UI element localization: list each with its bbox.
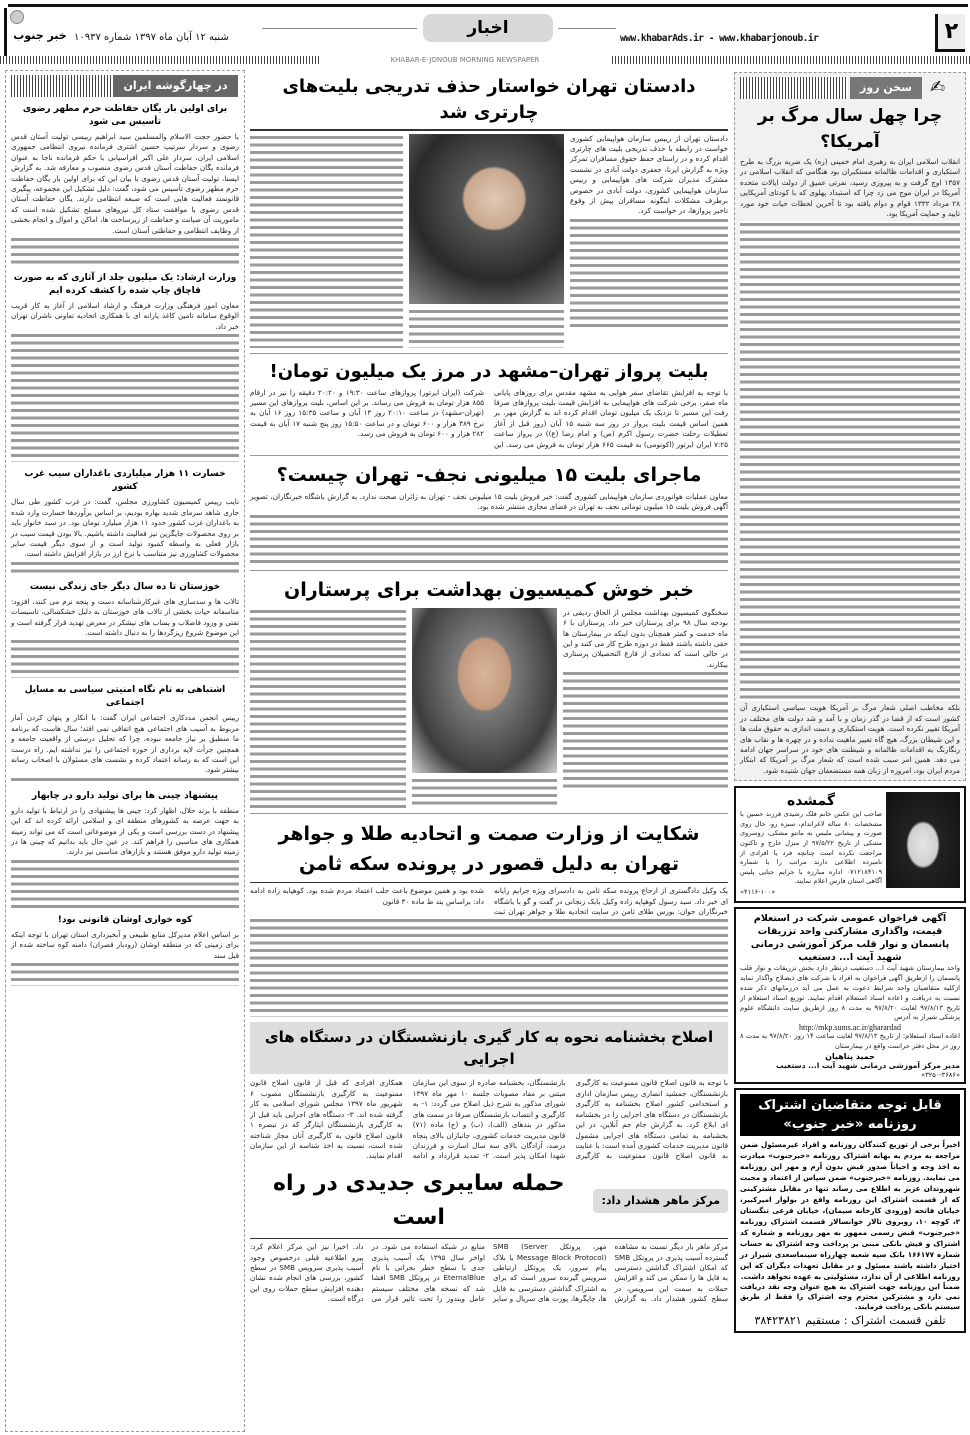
news-item [11, 103, 239, 266]
divider [558, 28, 616, 29]
notice-bold: ضمناً این روزنامه جهت اشتراک به هیچ عنوان وجه نقد دریافت نمی دارد و مشترکین محترم وجه اشتراک را فقط از طریق سیستم بانکی پرداخت فرمایند. [740, 1282, 960, 1311]
headline-sekeh: شکایت از وزارت صمت و اتحادیه طلا و جواهر تهران به دلیل قصور در پرونده سکه ثامن [278, 822, 700, 875]
official-photo [412, 608, 557, 773]
news-item-text: تالاب ها و سدسازی های غیرکارشناسانه دست و پنجه نرم می کنند، افزود: متاسفانه حیات بخشی از تالاب های خوزستان به دلیل خشکسالی، تاسیسات نفتی و ورود فاضلاب و پساب های نیشکر در معرض تهدید قرار گرفته است و این موضوع شروع ریزگردها را به دنبال داشته است. [11, 596, 239, 637]
news-item-title: وزارت ارشاد: یک میلیون جلد از آثاری که به صورت قاچاق چاپ شده را کشف کرده ایم [13, 273, 237, 297]
headline-najaf: ماجرای بلیت ۱۵ میلیونی نجف- تهران چیست؟ [276, 463, 702, 486]
rule [250, 129, 728, 131]
news-item-title: خوزستان تا ده سال دیگر جای زندگی نیست [29, 581, 221, 592]
tagline: KHABAR-E-JONOUB MORNING NEWSPAPER [320, 55, 610, 65]
missing-person-ad [734, 786, 966, 903]
headline-flight: بلیت پرواز تهران–مشهد در مرز یک میلیون تومان! [269, 360, 709, 382]
notice-title: قابل توجه متقاضیان اشتراک روزنامه «خبر جنوب» [740, 1094, 960, 1136]
editorial-text-cont [740, 221, 960, 701]
editorial-text: انقلاب اسلامی ایران به رهبری امام خمینی (ره) یک ضربه بزرگ به طرح استکباری و اقدامات ظالمانه مستکبران بود هنگامی که انقلاب اسلامی در ۱۳۵۷ اوج گرفت و به پیروزی رسید، نفرتی عمیق از دولت ایالات متحده آمریکا در ایران موج می زد چرا که استبداد پهلوی که با کودتای آمریکایی ۲۸ مرداد ۱۳۳۲ قوام و دوام یافته بود تا آخرین لحظات حیات خود مورد تایید و حمایت آمریکا بود. [740, 157, 960, 219]
article-text: سخنگوی کمیسیون بهداشت مجلس از الحاق ردیفی در بودجه سال ۹۸ برای پرستاران خبر داد. پرستاران با ۶ ماه خدمت و کمتر همچنان بدون اینکه در بیمارستان ها حقی داشته باشند فقط در دوره طرح کار می کنند و این در حالی است که تعدادی از فارغ التحصیلان پرستاری بیکارند. [563, 607, 728, 669]
news-item-text: منطقه با برند حلال، اظهار کرد: چینی ها پیشنهادی را در ارتباط با تولید دارو به جهت عرضه به کشورهای منطقه ای و اسلامی ارائه کرده اند که این پیشنهاد در دست بررسی است و یکی از موضوعاتی است که می تواند زمینه همکاری های مناسبی را فراهم کند. در عین حال باید بدانیم که چینی ها در زمینه تولید دارو موفق هستند و بازارهای مناسبی نیز دارند. [11, 805, 239, 857]
missing-code: «۴۱۱۶-۱۰۰» [740, 888, 776, 897]
photo-col [409, 134, 564, 348]
article-col [563, 608, 728, 790]
section-stripe [740, 77, 848, 99]
news-item-title: کوه خواری اوشان قانونی بود! [57, 914, 193, 925]
news-item-text: بر اساس اعلام مدیرکل منابع طبیعی و آبخیزداری استان تهران با توجه اینکه برای زمینی که در منطقه اوشان (رودبار قصران) دامنه کوه ساخته شده از قبل سند [11, 929, 239, 960]
tender-signer-title: مدیر مرکز آموزشی درمانی شهید آیت ا... دستغیب [776, 1060, 960, 1070]
kicker: مرکز ماهر هشدار داد: [593, 1189, 728, 1213]
article-text-cont [250, 608, 406, 808]
rule [250, 1238, 728, 1240]
article-text: دادستان تهران از رییس سازمان هواپیمایی کشوری خواست در رابطه با حذف تدریجی بلیت های چارتری اقدام کرده و در راستای حفظ حقوق مسافران تمرکز ویژه به گزارش ایرنا، جعفری دولت آبادی در نشست مشترک مدیران شرکت های هواپیمایی و رییس سازمان هواپیمایی کشوری، دولت آبادی در خصوص برطرف مشکلات اینگونه مسافران پیش از وقوع تاخیر پروازها، در خواست کرد. [570, 133, 728, 216]
article-text: با توجه به قانون اصلاح قانون ممنوعیت به کارگیری بازنشستگان، جمشید انصاری رییس سازمان اداری و استخدامی کشور اصلاح بخشنامه به کارگیری بازنشستگان در دستگاه های اجرایی را در بخشنامه ای ابلاغ کرد. به گزارش جام جم آنلاین، در این بخشنامه به تمامی دستگاه های اجرایی مشمول قانون مدیریت خدمات کشوری آمده است: با عنایت به قانون اصلاح قانون ممنوعیت به کارگیری بازنشستگان، بخشنامه صادره از سوی این سازمان مبتنی بر مفاد مصوبات جلسه ۱۰ مهر ماه ۱۳۹۷ شورای مذکور به شرح ذیل اصلاح می گردد: ۱- به کارگیری و انتصاب بازنشستگان صرفا در سمت های مذکور در بندهای (الف)، (ب) و (ج) ماده (۷۱) قانون مدیریت خدمات کشوری، جانبازان بالای پنجاه درصد، آزادگان بالای سه سال اسارت و فرزندان شهدا امکان پذیر است. ۲- تمدید قرارداد و ادامه همکاری افرادی که قبل از قانون اصلاح قانون ممنوعیت به کارگیری بازنشستگان مصوب ۶ شهریور ماه ۱۳۹۷ مجلس شورای اسلامی به کار گرفته شده اند. ۳- دستگاه های اجرایی باید قبل از به کارگیری بازنشستگان ایثارگر که در تبصره ۱ قانون اصلاح قانون به کارگیری آنان مجاز شناخته شده است، نسبت به اخذ شناسه از این سازمان اقدام نمایند. [250, 1078, 728, 1161]
news-item-text-cont [11, 638, 239, 678]
news-item-title: پیشنهاد چینی ها برای تولید دارو در چابهار [32, 790, 218, 801]
article-text-cont [250, 917, 728, 1017]
tender-url[interactable]: http://mkp.sums.ac.ir/gharardad [799, 1023, 901, 1033]
notice-phone: تلفن قسمت اشتراک : مستقیم ۳۸۴۲۳۸۲۱ [754, 1313, 946, 1327]
globe-icon [10, 10, 24, 24]
news-item [11, 684, 239, 783]
editorial-box [734, 72, 966, 781]
logo [10, 10, 70, 54]
subscription-notice [734, 1088, 966, 1333]
headline-nurses: خبر خوش کمیسیون بهداشت برای پرستاران [284, 578, 694, 601]
article-text-cont [570, 217, 728, 327]
article-text-cont [412, 777, 557, 807]
tender-ad [734, 907, 966, 1083]
missing-content [740, 792, 882, 897]
section-header [11, 75, 239, 99]
missing-person-photo [886, 792, 960, 888]
right-column [734, 72, 966, 1333]
news-item-text: با حضور حجت الاسلام والمسلمین سید ابراهیم رییسی تولیت آستان قدس رضوی و سردار سرتیپ حسین اشتری فرمانده نیروی انتظامی جمهوری اسلامی ایران، سردار علی اکبر افراسیابی با حکم فرمانده ناجا به عنوان فرمانده یگان حفاظت آستان قدس رضوی منصوب و معارفه شد. به گزارش ایسنا، تولیت آستان قدس رضوی با بیان این که برای اولین بار یگان حفاظت حرم مطهر رضوی تأسیس می شود، گفت: دلیل تشکیل این مجموعه، پیگیری قانونمند فعالیت هایی است که صبغه انتظامی دارند. یگان حفاظت آستان قدس رضوی با موافقت ستاد کل نیروهای مسلح تشکیل شده است که ماموریت آن صیانت و حفاظت از زیرساخت ها، اماکن و اموال و انجام بخشی از وظایف انتظامی و حفاظتی آستان است. [11, 132, 239, 235]
article-col [570, 134, 728, 327]
websites: www.khabarAds.ir - www.khabarjonoub.ir [620, 33, 819, 44]
section-title: در چهارگوشه ایران [113, 75, 238, 97]
tender-text-2: اعاده اسناد استعلام: از تاریخ ۹۷/۸/۱۳ لغایت ساعت ۱۴ روز ۹۷/۸/۲۰ به مدت ۸ روز در محل دفتر حراست واقع در بیمارستان [740, 1032, 960, 1051]
news-item-text-cont [11, 858, 239, 908]
article-text: معاون عملیات هوانوردی سازمان هواپیمایی کشوری گفت: خبر فروش بلیت ۱۵ میلیونی نجف - تهران به زائران صحت ندارد. به گزارش باشگاه خبرنگاران، تصویر آگهی فروش بلیت ۱۵ میلیون تومانی نجف به تهران در فضای مجازی منتشر شده بود. [250, 491, 728, 512]
news-item-text-cont [11, 961, 239, 986]
headline-cyber: حمله سایبری جدیدی در راه است [273, 1170, 565, 1230]
article-text: مرکز ماهر بار دیگر نسبت به مشاهده گسترده آسیب پذیری در پروتکل SMB که امکان اشتراک گذاشتن دسترسی به فایل ها را ممکن می کند و افزایش حملات به سمت این سرویس، در سطح کشور هشدار داد. به گزارش مهر، پروتکل SMB (Server Message Block Protocol) یا بلاک پیام سرور، یک پروتکل ارتباطی سرویس گیرنده سرور است که برای به اشتراک گذاشتن دسترسی به فایل ها، چاپگرها، پورت های سریال و سایر منابع در شبکه استفاده می شود. در اواخر سال ۱۳۹۵ یک آسیب پذیری جدی با سطح خطر بحرانی با نام EternalBlue در پروتکل SMB افشا شد که نسخه های مختلف سیستم عامل ویندوز را تحت تاثیر قرار می داد. اخیرا نیز این مرکز اعلام کرد: پیرو اطلاعیه قبلی درخصوص وجود آسیب پذیری سرویس SMB در سطح کشور، بررسی های انجام شده نشان دهنده افزایش سطح حملات روی این درگاه است. [250, 1242, 728, 1304]
section-title: سخن روز [850, 77, 922, 99]
article-text-cont [250, 513, 728, 565]
news-item-title: اشتباهی به نام نگاه امنیتی سیاسی به مسایل اجتماعی [24, 685, 226, 709]
editorial-title: چرا چهل سال مرگ بر آمریکا؟ [757, 106, 943, 152]
notice-text: اخیراً برخی از توزیع کنندگان روزنامه و افراد غیرمسئول ضمن مراجعه به مردم به بهانه اشتراک روزنامه «خبرجنوب» مبادرت به اخذ وجه و احیاناً صدور قبض بدون آرم و مهر این روزنامه می نمایند. روزنامه «خبرجنوب» ضمن سپاس از اعتماد و محبت شهروندان عزیز به اطلاع می رساند تنها در مقابل مشترکینی که از قسمت اشتراک این روزنامه واقع در بولوار امیرکبیر، خیابان فاتحه (ورودی کارخانه سیمان)، خیابان فرعی تنگستان ۲، کوچه ۱۰، روبروی تالار خوانسالار قسمت اشتراک روزنامه «خبرجنوب» قبض رسمی ممهور به مهر روزنامه و شماره کد اشتراک و فیش بانکی مبنی بر پرداخت وجه اشتراک به حساب شماره ۱۶۶۱۷۷ بانک سپه شعبه چهارراه سینماسعدی شیراز در اختیار داشته باشند مسئول و در مقابل تعهدات دیگران که این روزنامه اطلاعی از آن ندارد، مسئولیتی به عهده نخواهد داشت. [740, 1139, 960, 1281]
news-item [11, 468, 239, 574]
left-column [5, 70, 245, 1432]
news-item-text-cont [11, 560, 239, 575]
tender-title: آگهی فراخوان عمومی شرکت در استعلام قیمت، واگذاری مشارکتی واحد تزریقات پانسمان و نوار قلب مرکز آموزشی درمانی شهید آیت ا... دستغیب [750, 913, 950, 964]
top-rule [8, 4, 968, 7]
center-column [250, 70, 728, 1305]
headline-charter: دادستان تهران خواستار حذف تدریجی بلیت‌های چارتری شد [282, 76, 696, 123]
divider [262, 28, 417, 29]
news-item-title: خسارت ۱۱ هزار میلیاردی باغداران سیب غرب کشور [24, 469, 226, 493]
article-text-cont [563, 670, 728, 790]
tender-signer: حمید پناهیان [825, 1051, 875, 1061]
left-items [11, 103, 239, 986]
headline-retirees: اصلاح بخشنامه نحوه به کار گیری بازنشستگان در دستگاه های اجرایی [250, 1022, 728, 1074]
news-item [11, 581, 239, 679]
divider [250, 570, 728, 571]
section-header [740, 77, 960, 101]
divider [250, 813, 728, 814]
article-text-cont [250, 134, 403, 348]
news-item [11, 272, 239, 462]
news-item-text-cont [11, 332, 239, 462]
tender-code: «۳۶۸۶-۳۲۵۰» [921, 1070, 960, 1079]
date-issue: شنبه ۱۲ آبان ماه ۱۳۹۷ شماره ۱۰۹۳۷ [74, 32, 229, 43]
news-item-text-cont [11, 236, 239, 266]
article-text: با توجه به افزایش تقاضای سفر هوایی به مشهد مقدس برای روزهای پایانی ماه صفر، برخی شرکت های هواپیمایی به افزایش قیمت بلیت پروازهای صرفا رفت این مسیر تا نزدیک یک میلیون تومان اقدام کرده اند به گزارش مهر، بر همین اساس قیمت بلیت پرواز در روز سه شنبه ۱۵ آبان (روز قبل از آغاز تعطیلات رحلت حضرت رسول اکرم (ص) و امام رضا (ع)) در پرواز ساعت ۷:۲۵ ایران ایرتور (اکونومی) به قیمت ۶۶۵ هزار تومان به فروش می رسد. این شرکت (ایران ایرتور) پروازهای ساعت ۱۹:۳۰ و ۲۰:۲۰ دقیقه را نیز در ارقام ۸۵۵ هزار تومان به فروش می رساند. بر این اساس، بلیت پروازهای این مسیر (تهران-مشهد) در ساعت ۲۰:۱۰ روز ۱۳ آبان و ساعت ۱۵:۳۵ روز ۱۶ آبان به نرخ ۳۸۹ هزار و ۶۰۰ تومان و در ساعت ۱۵:۵۰ روز پنج شنبه ۱۷ آبان به قیمت ۲۸۲ هزار و ۶۰۰ تومان به فروش می رسد. [250, 387, 729, 449]
tender-text: واحد بیمارستان شهید آیت ا... دستغیب درنظر دارد بخش تزریقات و نوار قلب پانسمان را ازطریق آگهی فراخوان به افراد یا شرکت های ذیصلاح واگذار نماید ازکلیه متقاضیان واجد شرایط دعوت به عمل می آید درزمانهای ذکر شده نسبت به دریافت و اعاده اسناد استعلام اقدام نمایند. توزیع اسناد استعلام از تاریخ ۹۷/۸/۱۳ لغایت ۹۷/۸/۲۰ به مدت ۸ روز ازطریق سایت دانشگاه علوم پزشکی شیراز به آدرس [740, 964, 961, 1022]
pen-icon: ✍ [930, 77, 946, 98]
left-rule [4, 8, 7, 56]
logo-text: خبر جنوب [13, 29, 67, 42]
news-item [11, 790, 239, 908]
rule [250, 882, 728, 884]
news-item-text: رییس انجمن مددکاری اجتماعی ایران گفت: با انکار و پنهان کردن آمار مربوط به آسیب های اجتماعی هیچ اتفاقی نمی افتد؛ سال هاست که برنامه ما منطبق بر نیاز جامعه نبوده، چرا که تحلیل درستی از واقعیت جامعه و همچنین جرأت لایه برداری از حوزه اجتماعی را نیز نداشته ایم. راه درست این است که به رسانه اعتماد کرده و نشست های مسئولان با اصحاب رسانه بیشتر شود. [11, 713, 239, 775]
section-tab: اخبار [423, 14, 553, 42]
tender-footer [740, 1061, 960, 1079]
section-stripe [11, 75, 111, 97]
news-item [11, 914, 239, 986]
page-number: ۲ [935, 14, 965, 52]
prosecutor-photo [409, 134, 564, 304]
article-text-cont [409, 308, 564, 348]
article-charter [250, 134, 728, 348]
news-item-text-cont [11, 776, 239, 784]
article-nurses [250, 608, 728, 808]
missing-text: صاحب این عکس خانم فلک رشیدی فرزند حسین با مشخصات ۸۰ ساله لاغراندام، سبزه رو، خال روی صورت و پیشانی ملبس به مانتو مشکی، روسروی مشکی از تاریخ ۹۷/۵/۲۲ از منزل خارج و تاکنون مراجعت نکرده است چنانچه فرد یا افرادی از نامبرده اطلاعی دارند مراتب را با شماره ۰۷۱۲۱۸۴۱۰۹ اداره مبارزه با جرایم جنایی پلیس آگاهی استان فارس اعلام نمایند. [740, 810, 883, 886]
missing-title: گمشده [786, 793, 836, 810]
cyber-header [250, 1167, 728, 1235]
editorial-text-end: بلکه مخاطب اصلی شعار مرگ بر آمریکا هویت سیاسی استکباری آن کشور است که از قضا در گذر زمان و با آمد و شد دولت های مختلف در آمریکا تغییر نکرده است. هویت استکباری و دست اندازی به حقوق ملت ها و این شیطان بزرگ، هیچ گاه تغییر ماهیت نداده و در چهره ها و نقاب های رنگارنگ به اقدامات ظالمانه و شیطنت های خود در سراسر جهان ادامه می دهد. همین امر سبب شده است که شعار مرگ بر آمریکا که ابتکار مردم ایران بود، امروزه از زبان همه مستضعفان جهان شنیده شود. [740, 703, 960, 775]
photo-col [412, 608, 557, 807]
divider [250, 455, 728, 456]
divider [250, 353, 728, 354]
news-item-text: معاون امور فرهنگی وزارت فرهنگ و ارشاد اسلامی از آغاز به کار قریب الوقوع سامانه تامین کاغذ یارانه ای با همکاری اتحادیه تعاونی ناشران تهران خبر داد. [11, 301, 239, 331]
news-item-text: نایب رییس کمیسیون کشاورزی مجلس، گفت: در غرب کشور طی سال جاری شاهد سرمای شدید بهاره بودیم، بر اساس برآوردها خسارت وارد شده به باغداران غرب کشور حدود ۱۱ هزار میلیارد تومان بود. در سبد خانوار باید بر روی محصولات جایگزین نیز فعالیت داشته باشیم. بالا بودن قیمت سیب در بازار فعلی به واسطه کمبود تولید است و از سوی دیگر قیمت سایر محصولات کشاورزی نیز متناسب با نرخ ارز در بازار افزایش داشته است. [11, 497, 239, 559]
news-item-title: برای اولین بار یگان حفاظت حرم مطهر رضوی تأسیس می شود [22, 104, 228, 127]
article-text: یک وکیل دادگستری از ارجاع پرونده سکه ثامن به دادسرای ویژه جرایم رایانه ای خبر داد. سید رسول کوهپایه زاده وکیل بابک زنجانی در گفت و گو با باشگاه خبرنگاران جوان: بورس طلای ثامن در سایت اتحادیه طلا و جواهر تهران ثبت شده بود و همین موضوع باعث جلب اعتماد مردم شده بود. کوهپایه زاده ادامه داد: براساس بند ط ماده ۳۰ قانون [250, 886, 728, 917]
